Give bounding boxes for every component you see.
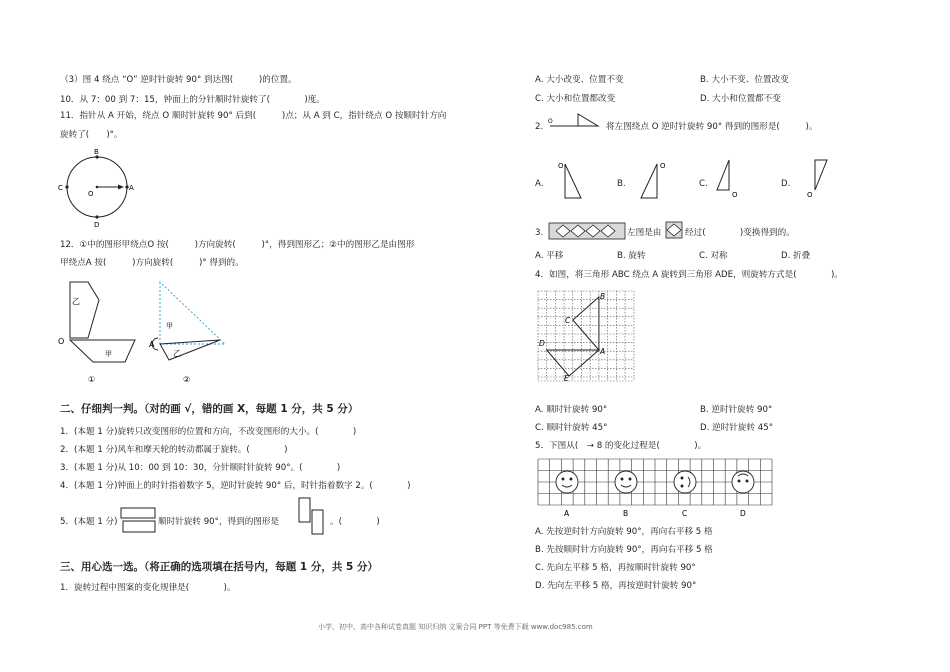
choice-4-option-b: B. 逆时针旋转 90°	[700, 405, 773, 415]
choice-2-c-o: O	[732, 191, 738, 199]
choice-4-option-c: C. 顺时针旋转 45°	[535, 423, 608, 433]
fig1-label-jia: 甲	[105, 350, 112, 358]
choice-3-pattern-strip	[548, 222, 626, 240]
choice-2-option-b: B.	[617, 179, 626, 189]
page-footer: 小学、初中、高中各种试卷真题 知识归纳 文案合同 PPT 等免费下载 www.doc985.com	[318, 623, 593, 631]
choice-2-b-o: O	[660, 162, 666, 170]
question-12-line1: 12．①中的图形甲绕点O 按( )方向旋转( )°，得到图形乙；②中的图形乙是由图形	[60, 240, 415, 250]
judge-5-result-shape	[297, 496, 329, 536]
judge-5-answer: 。( )	[330, 517, 380, 527]
clock-figure	[58, 148, 138, 228]
choice-2-shape-b	[635, 158, 667, 202]
choice-5-option-c: C. 先向左平移 5 格，再按顺时针旋转 90°	[535, 563, 696, 573]
fig1-label-o: O	[58, 337, 65, 346]
choice-3-end-text: 经过( )变换得到的。	[685, 228, 795, 238]
judge-5-prefix: 5．(本题 1 分)	[60, 517, 118, 527]
face-c	[674, 471, 696, 493]
face-label-d: D	[740, 509, 746, 518]
grid-label-d: D	[539, 339, 545, 348]
choice-3-middle-text: 左图是由	[627, 228, 662, 238]
choice-2-number: 2.	[535, 122, 544, 132]
face-label-a: A	[564, 509, 570, 518]
q-part-3: （3）图 4 绕点 “O” 逆时针旋转 90° 到达图( )的位置。	[60, 75, 297, 85]
judge-1: 1．(本题 1 分)旋转只改变图形的位置和方向，不改变图形的大小。( )	[60, 427, 357, 437]
question-11-line1: 11．指针从 A 开始，绕点 O 顺时针旋转 90° 后到( )点；从 A 到 C，指针绕点 O 按顺时针方向	[60, 111, 447, 121]
choice-3-number: 3.	[535, 228, 544, 238]
grid-label-c: C	[565, 316, 571, 325]
face-b	[615, 471, 637, 493]
choice-3-unit-pattern	[665, 221, 683, 239]
figure-1	[55, 278, 145, 386]
judge-5-original-shape	[120, 505, 158, 535]
judge-5-text: 顺时针旋转 90°，得到的图形是	[158, 517, 280, 527]
choice-4-grid-figure	[537, 290, 635, 382]
choice-3-option-c: C. 对称	[699, 251, 728, 261]
question-11-line2: 旋转了( )°。	[60, 130, 123, 140]
choice-1-option-a: A. 大小改变、位置不变	[535, 75, 624, 85]
choice-2-d-o: O	[807, 191, 813, 199]
choice-5-option-b: B. 先按顺时针方向旋转 90°，再向右平移 5 格	[535, 545, 713, 555]
grid-label-a: A	[600, 347, 606, 356]
choice-2-option-a: A.	[535, 179, 544, 189]
choice-1-option-c: C. 大小和位置都改变	[535, 94, 616, 104]
choice-1-option-b: B. 大小不变、位置改变	[700, 75, 789, 85]
choice-5-faces-grid	[537, 458, 773, 518]
clock-label-d: D	[94, 221, 100, 229]
choice-3-option-d: D. 折叠	[781, 251, 811, 261]
clock-label-a: A	[129, 184, 134, 192]
section-2-title: 二、仔细判一判。（对的画 √，错的画 X，每题 1 分，共 5 分）	[60, 403, 359, 415]
choice-2-option-d: D.	[781, 179, 791, 189]
choice-5: 5．下图从( → 8 的变化过程是( )。	[535, 441, 707, 451]
choice-5-option-d: D. 先向左平移 5 格，再按逆时针旋转 90°	[535, 581, 697, 591]
face-label-b: B	[623, 509, 629, 518]
choice-5-option-a: A. 先按逆时针方向旋转 90°，再向右平移 5 格	[535, 527, 713, 537]
choice-2-shape-a	[555, 158, 587, 202]
clock-label-o: O	[88, 190, 94, 198]
choice-2-option-c: C.	[699, 179, 708, 189]
grid-label-e: E	[564, 374, 569, 383]
section-3-title: 三、用心选一选。（将正确的选项填在括号内，每题 1 分，共 5 分）	[60, 561, 378, 573]
fig1-label-yi: 乙	[72, 297, 80, 306]
choice-2-a-o: O	[558, 162, 564, 170]
choice-4-option-d: D. 逆时针旋转 45°	[700, 423, 774, 433]
judge-4: 4．(本题 1 分)钟面上的时针指着数字 5，逆时针旋转 90° 后，时针指着数字 2。( )	[60, 481, 411, 491]
fig2-label-a: A	[149, 340, 155, 349]
choice-2-source-shape	[548, 112, 600, 132]
face-label-c: C	[682, 509, 688, 518]
choice-1-option-d: D. 大小和位置都不变	[700, 94, 781, 104]
judge-3: 3．(本题 1 分)从 10：00 到 10：30，分针顺时针旋转 90°。( )	[60, 463, 341, 473]
choice-4: 4．如图，将三角形 ABC 绕点 A 旋转到三角形 ADE，则旋转方式是( )。	[535, 270, 843, 280]
choice-3-option-a: A. 平移	[535, 251, 564, 261]
clock-label-b: B	[94, 148, 99, 156]
question-12-line2: 甲绕点A 按( )方向旋转( )° 得到的。	[60, 258, 244, 268]
choice-2-shape-c	[715, 156, 747, 200]
choice-1: 1．旋转过程中图案的变化规律是( )。	[60, 583, 236, 593]
fig1-number: ①	[88, 375, 96, 384]
fig2-label-yi: 乙	[173, 349, 181, 358]
figure-2	[145, 278, 235, 386]
face-d	[732, 471, 754, 493]
face-a	[556, 471, 578, 493]
choice-2-shape-d	[797, 156, 829, 200]
clock-label-c: C	[58, 184, 63, 192]
judge-2: 2．(本题 1 分)风车和摩天轮的转动都属于旋转。( )	[60, 445, 288, 455]
question-10: 10．从 7：00 到 7：15，钟面上的分针顺时针旋转了( )度。	[60, 95, 325, 105]
choice-2-source-o: O	[548, 118, 553, 125]
choice-2-text: 将左图绕点 O 逆时针旋转 90° 得到的图形是( )。	[606, 122, 818, 132]
fig2-label-jia: 甲	[166, 322, 173, 330]
choice-3-option-b: B. 旋转	[617, 251, 646, 261]
choice-4-option-a: A. 顺时针旋转 90°	[535, 405, 608, 415]
grid-label-b: B	[600, 292, 606, 301]
fig2-number: ②	[183, 375, 191, 384]
